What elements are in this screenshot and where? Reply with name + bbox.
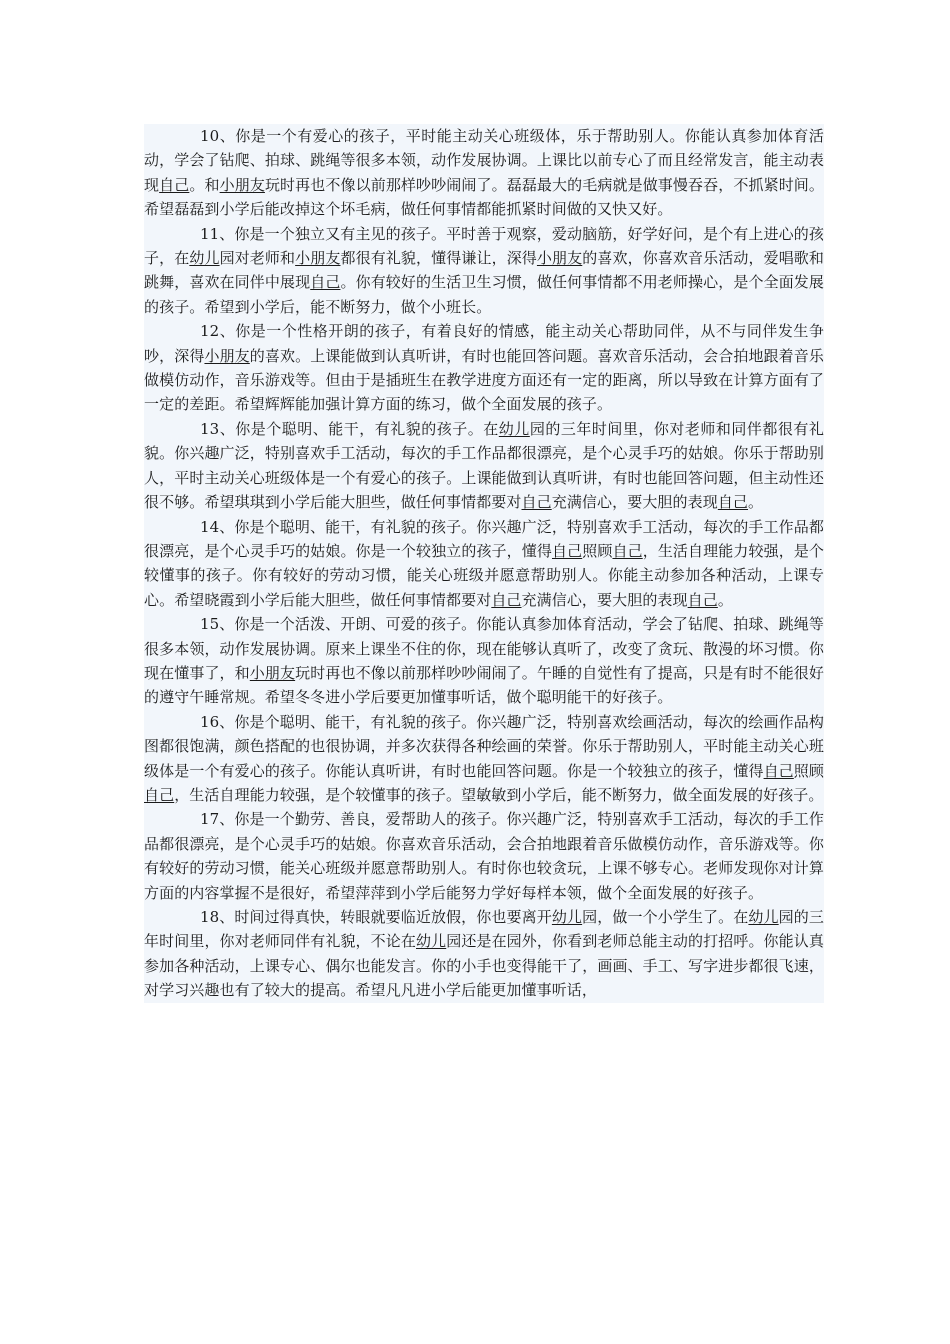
paragraph-text: 照顾 <box>582 541 613 560</box>
paragraph-text: 18、时间过得真快，转眼就要临近放假，你也要离开 <box>200 908 552 926</box>
paragraph-text: 的喜欢。上课能做到认真听讲，有时也能回答问题。喜欢音乐活动，会合拍地跟着音乐做模仿动作，音乐游戏等。但由于是插班生在教学进度方面还有一定的距离，所以导致在计算方面有了一定的差距。希望辉辉能加强计算方面的练习，做个全面发展的孩子。 <box>144 346 824 414</box>
paragraph-text: 都很有礼貌，懂得谦让，深得 <box>340 249 537 268</box>
paragraph-text: 园还是在园外，你看到老师总能主动的打招呼。你能认真参加各种活动，上课专心、偶尔也能发言。你的小手也变得能干了，画画、手工、写字进步都很飞速，对学习兴趣也有了较大的提高。希望凡凡进小学后能更加懂事听话， <box>144 932 824 1000</box>
underlined-term: 小朋友 <box>249 663 296 682</box>
paragraph-text: 10、你是一个有爱心的孩子，平时能主动关心班级体，乐于帮助别人。你能认真参加体育活动，学会了钻爬、拍球、跳绳等很多本领，动作发展协调。上课比以前专心了而且经常发言，能主动表现 <box>144 127 824 194</box>
underlined-term: 幼儿 <box>748 908 779 926</box>
paragraph-text: 充满信心，要大胆的表现 <box>521 590 688 609</box>
underlined-term: 自己 <box>144 785 175 804</box>
paragraph-text: 14、你是个聪明、能干，有礼貌的孩子。你兴趣广泛，特别喜欢手工活动，每次的手工作品都很漂亮，是个心灵手巧的姑娘。你是一个较独立的孩子，懂得 <box>144 517 824 560</box>
paragraph-text: 13、你是个聪明、能干，有礼貌的孩子。在 <box>200 419 499 438</box>
underlined-term: 幼儿 <box>189 249 220 268</box>
paragraph-text: 17、你是一个勤劳、善良，爱帮助人的孩子。你兴趣广泛，特别喜欢手工活动，每次的手工作品都很漂亮，是个心灵手巧的姑娘。你喜欢音乐活动，会合拍地跟着音乐做模仿动作，音乐游戏等。你有较好的劳动习惯，能关心班级并愿意帮助别人。有时你也较贪玩，上课不够专心。老师发现你对计算方面的内容掌握不是很好，希望萍萍到小学后能努力学好每样本领，做个全面发展的好孩子。 <box>144 810 824 902</box>
paragraph-text: 充满信心，要大胆的表现 <box>551 493 718 512</box>
underlined-term: 小朋友 <box>536 249 583 268</box>
paragraph-text: 玩时再也不像以前那样吵吵闹闹了。午睡的自觉性有了提高，只是有时不能很好的遵守午睡常规。希望冬冬进小学后要更加懂事听话，做个聪明能干的好孩子。 <box>144 663 824 707</box>
underlined-term: 自己 <box>687 590 718 609</box>
comment-paragraph-p13 <box>144 417 824 515</box>
comment-paragraph-p11 <box>144 222 824 320</box>
underlined-term: 自己 <box>310 273 341 292</box>
paragraph-text: 16、你是个聪明、能干，有礼貌的孩子。你兴趣广泛，特别喜欢绘画活动，每次的绘画作品构图都很饱满，颜色搭配的也很协调，并多次获得各种绘画的荣誉。你乐于帮助别人，平时能主动关心班级体是一个有爱心的孩子。你能认真听讲，有时也能回答问题。你是一个较独立的孩子，懂得 <box>144 712 824 780</box>
paragraph-text: 园对老师和 <box>219 249 296 268</box>
paragraph-text: 15、你是一个活泼、开朗、可爱的孩子。你能认真参加体育活动，学会了钻爬、拍球、跳绳等很多本领，动作发展协调。原来上课坐不住的你，现在能够认真听了，改变了贪玩、散漫的坏习惯。你现在懂事了，和 <box>144 615 824 682</box>
underlined-term: 自己 <box>552 541 583 560</box>
underlined-term: 小朋友 <box>219 175 265 194</box>
evaluation-text-block <box>144 124 824 1003</box>
underlined-term: 幼儿 <box>416 932 447 951</box>
paragraph-text: 园的三年时间里，你对老师同伴有礼貌，不论在 <box>144 908 824 951</box>
comment-paragraph-p16 <box>144 710 824 808</box>
comment-paragraph-p18 <box>144 905 824 1003</box>
paragraph-text: 。你有较好的生活卫生习惯，做任何事情都不用老师操心，是个全面发展的孩子。希望到小学后，能不断努力，做个小班长。 <box>144 273 825 316</box>
underlined-term: 小朋友 <box>204 346 250 365</box>
underlined-term: 自己 <box>612 541 643 560</box>
paragraph-text: 。 <box>748 493 764 512</box>
paragraph-text: 照顾 <box>793 761 825 780</box>
comment-paragraph-p17 <box>144 807 824 905</box>
paragraph-text: 园，做一个小学生了。在 <box>582 908 749 926</box>
comment-paragraph-p10 <box>144 124 824 222</box>
comment-paragraph-p14 <box>144 515 824 613</box>
paragraph-text: 。 <box>717 590 733 609</box>
paragraph-text: 12、你是一个性格开朗的孩子，有着良好的情感，能主动关心帮助同伴，从不与同伴发生争吵，深得 <box>144 322 824 365</box>
paragraph-text: 11、你是一个独立又有主见的孩子。平时善于观察，爱动脑筋，好学好问，是个有上进心的孩子，在 <box>144 224 824 268</box>
paragraph-text: 园的三年时间里，你对老师和同伴都很有礼貌。你兴趣广泛，特别喜欢手工活动，每次的手工作品都很漂亮，是个心灵手巧的姑娘。你乐于帮助别人，平时主动关心班级体是一个有爱心的孩子。上课能做到认真听讲，有时也能回答问题，但主动性还很不够。希望琪琪到小学后能大胆些，做任何事情都要对 <box>144 419 825 512</box>
paragraph-text: ，生活自理能力较强，是个较懂事的孩子。望敏敏到小学后，能不断努力，做全面发展的好孩子。 <box>174 785 824 804</box>
underlined-term: 自己 <box>717 493 749 512</box>
paragraph-text: ，生活自理能力较强，是个较懂事的孩子。你有较好的劳动习惯，能关心班级并愿意帮助别人。你能主动参加各种活动，上课专心。希望晓霞到小学后能大胆些，做任何事情都要对 <box>144 541 825 609</box>
underlined-term: 幼儿 <box>551 908 583 926</box>
underlined-term: 小朋友 <box>295 249 341 268</box>
underlined-term: 自己 <box>763 761 794 780</box>
underlined-term: 自己 <box>491 590 522 609</box>
underlined-term: 自己 <box>521 493 552 512</box>
comment-paragraph-p15 <box>144 612 824 710</box>
paragraph-text: 玩时再也不像以前那样吵吵闹闹了。磊磊最大的毛病就是做事慢吞吞，不抓紧时间。希望磊磊到小学后能改掉这个坏毛病，做任何事情都能抓紧时间做的又快又好。 <box>144 175 825 219</box>
paragraph-text: 的喜欢，你喜欢音乐活动，爱唱歌和跳舞，喜欢在同伴中展现 <box>144 249 825 292</box>
comment-paragraph-p12 <box>144 319 824 417</box>
underlined-term: 幼儿 <box>498 419 530 438</box>
paragraph-text: 。和 <box>189 175 220 194</box>
underlined-term: 自己 <box>159 175 190 194</box>
